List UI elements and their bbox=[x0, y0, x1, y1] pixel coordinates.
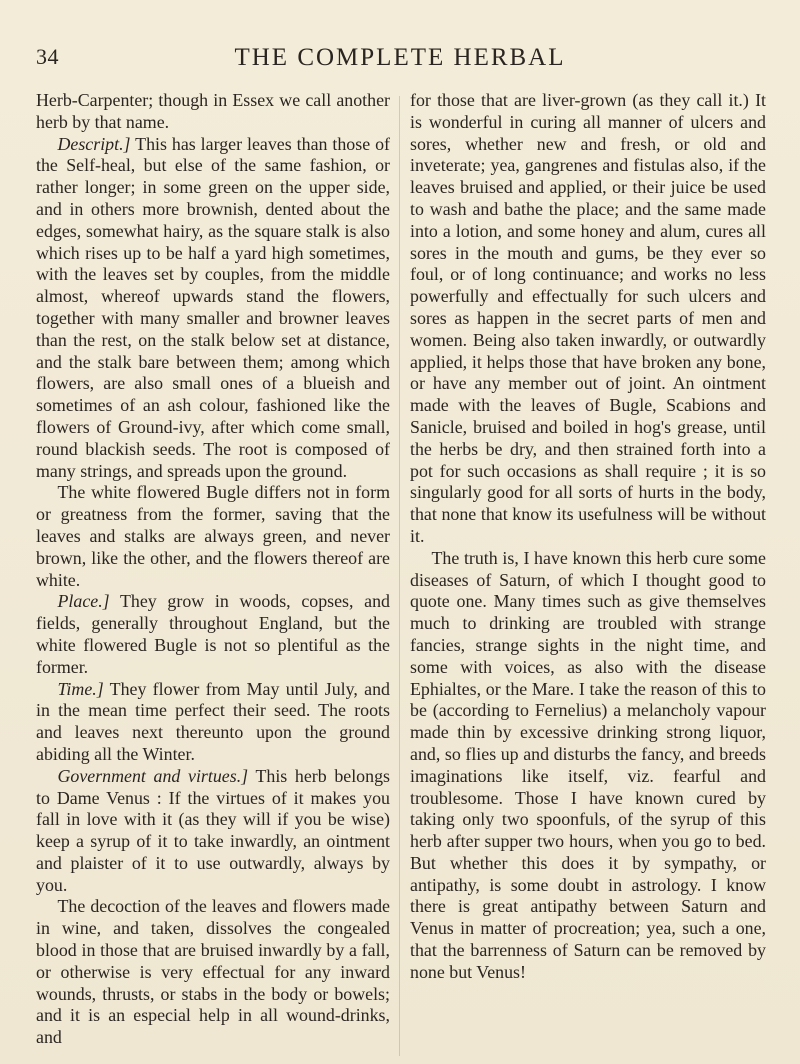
paragraph: The white flowered Bugle differs not in form or greatness from the former, saving that the leaves and stalks are always green, and never brown, like the other, and the flowers thereof are white. bbox=[36, 482, 390, 590]
paragraph-place bbox=[36, 591, 390, 678]
paragraph-description bbox=[36, 134, 390, 483]
paragraph-government bbox=[36, 766, 390, 897]
section-text: This herb belongs to Dame Venus : If the virtues of it makes you fall in love with it (as they will if you be wise) keep a syrup of it to take inwardly, an ointment and plaister of it to use outwardly, always by you. bbox=[36, 765, 390, 895]
section-label: Place.] bbox=[57, 591, 110, 612]
page-header bbox=[36, 44, 764, 80]
paragraph: The decoction of the leaves and flowers made in wine, and taken, dissolves the congealed blood in those that are bruised inwardly by a fall, or otherwise is very effectual for any inward wounds, thrusts, or stabs in the body or bowels; and it is an especial help in all wound-drinks, and bbox=[36, 896, 390, 1048]
running-head: THE COMPLETE HERBAL bbox=[234, 44, 566, 71]
paragraph: The truth is, I have known this herb cure some diseases of Saturn, of which I thought good to quote one. Many times such as give themselves much to drinking are troubled with strange fancies, strange sights in the night time, and some with voices, as also with the disease Ephialtes, or the Mare. I take the reason of this to be (according to Fernelius) a melancholy vapour made thin by excessive drinking strong liquor, and, so flies up and disturbs the fancy, and breeds imaginations like itself, viz. fearful and troublesome. Those I have known cured by taking only two spoonfuls, of the syrup of this herb after supper two hours, when you go to bed. But whether this does it by sympathy, or antipathy, is some doubt in astrology. I know there is great antipathy between Saturn and Venus in matter of procreation; yea, such a one, that the barrenness of Saturn can be removed by none but Venus! bbox=[410, 547, 766, 982]
paragraph: for those that are liver-grown (as they call it.) It is wonderful in curing all manner of ulcers and sores, whether new and fresh, or old and inveterate; yea, gangrenes and fistulas also, if the leaves bruised and applied, or their juice be used to wash and bathe the place; and the same made into a lotion, and some honey and alum, cures all sores in the mouth and gums, be they ever so foul, or of long continuance; and works no less powerfully and effectually for such ulcers and sores as happen in the secret parts of men and women. Being also taken inwardly, or outwardly applied, it helps those that have broken any bone, or have any member out of joint. An ointment made with the leaves of Bugle, Scabions and Sanicle, bruised and boiled in hog's grease, until the herbs be dry, and then strained forth into a pot for such occasions as shall require ; it is so singularly good for all sorts of hurts in the body, that none that know its usefulness will be without it. bbox=[410, 90, 766, 546]
section-label: Government and virtues.] bbox=[57, 765, 249, 786]
section-label: Descript.] bbox=[57, 133, 131, 154]
section-text: They flower from May until July, and in the mean time perfect their seed. The roots and leaves next thereunto upon the ground abiding all the Winter. bbox=[36, 678, 390, 764]
right-column bbox=[410, 90, 766, 984]
column-divider bbox=[399, 96, 400, 1056]
section-text: This has larger leaves than those of the Self-heal, but else of the same fashion, or rather longer; in some green on the upper side, and in others more brownish, dented about the edges, somewhat hairy, as the square stalk is also which rises up to be half a yard high sometimes, with the leaves set by couples, from the middle almost, whereof upwards stand the flowers, together with many smaller and browner leaves than the rest, on the stalk below set at distance, and the stalk bare between them; among which flowers, are also small ones of a blueish and sometimes of an ash colour, fashioned like the flowers of Ground-ivy, after which come small, round blackish seeds. The root is composed of many strings, and spreads upon the ground. bbox=[36, 133, 390, 481]
page-number: 34 bbox=[36, 44, 59, 69]
left-column bbox=[36, 90, 390, 1049]
paragraph-time bbox=[36, 679, 390, 766]
paragraph: Herb-Carpenter; though in Essex we call another herb by that name. bbox=[36, 90, 390, 132]
section-label: Time.] bbox=[57, 678, 104, 699]
section-text: They grow in woods, copses, and fields, generally throughout England, but the white flowered Bugle is not so plentiful as the former. bbox=[36, 591, 390, 677]
